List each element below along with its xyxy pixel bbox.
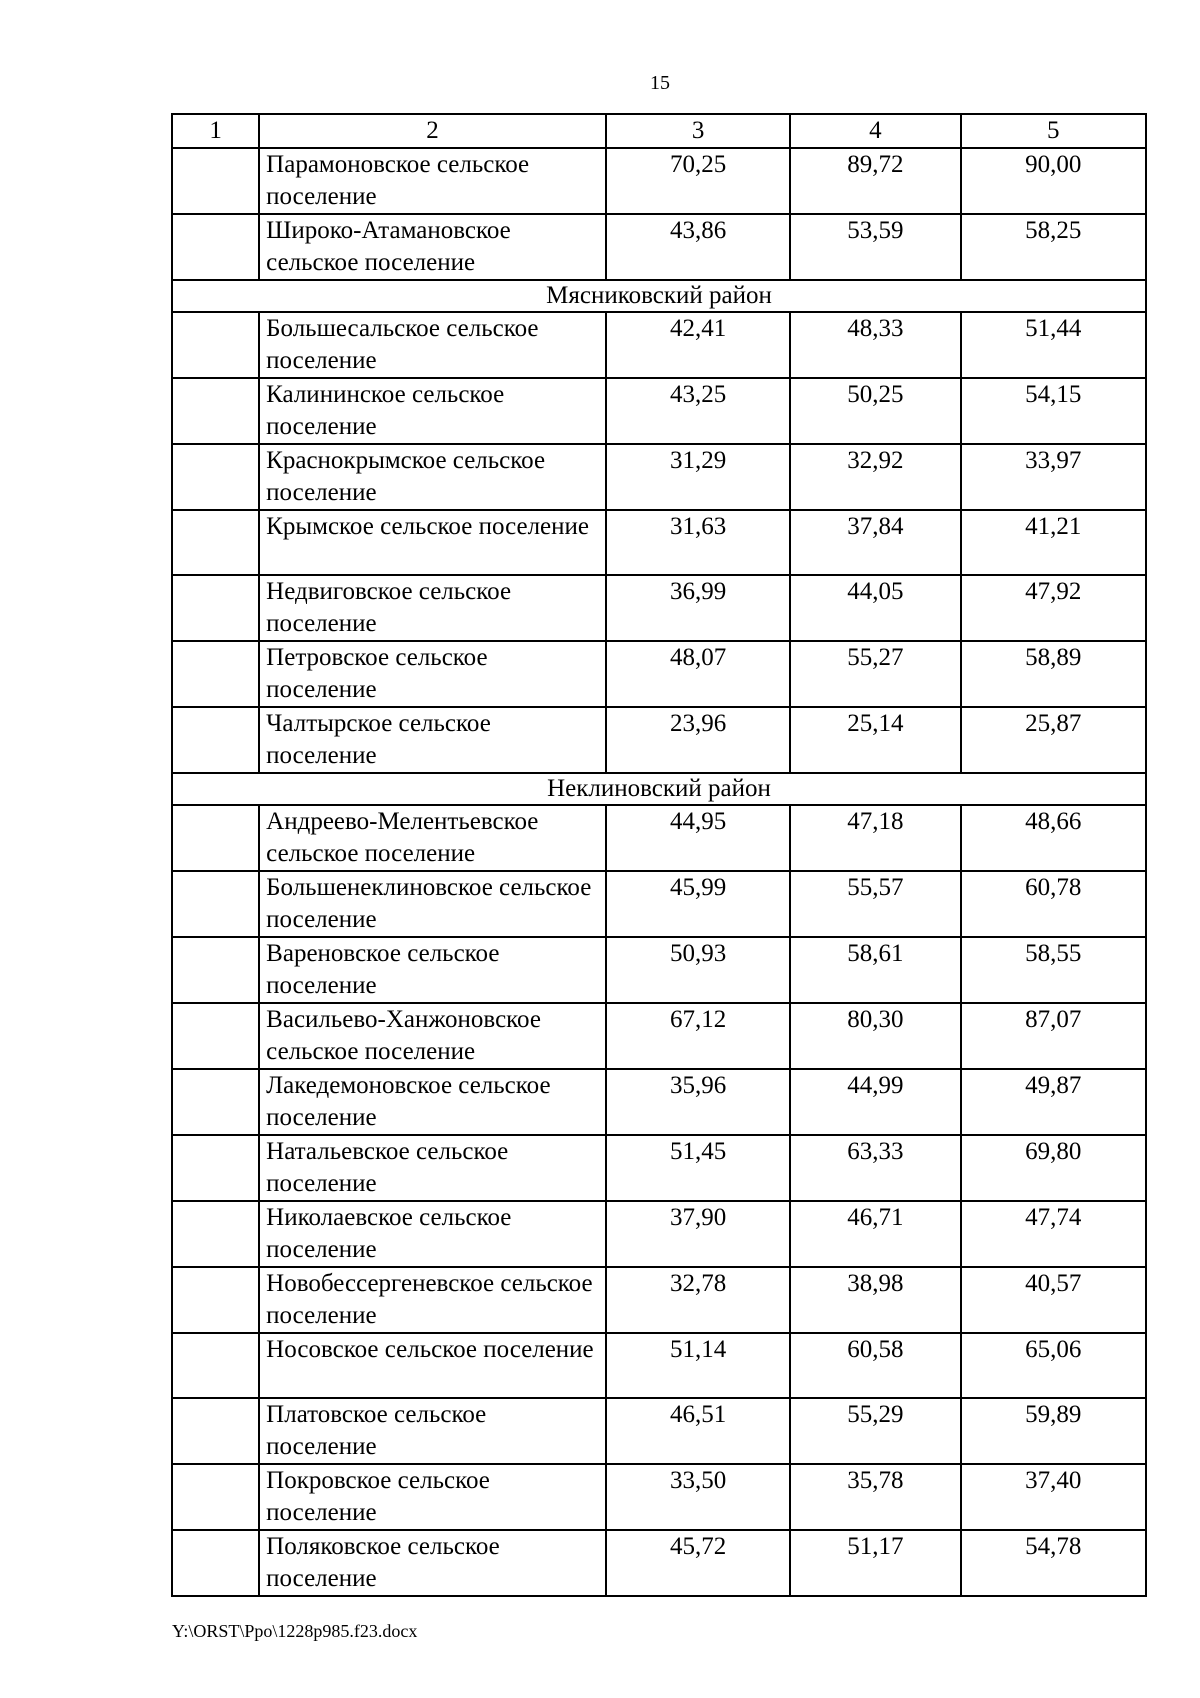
value-col-4-cell: 50,25 [790,378,960,444]
table-row [172,312,1146,378]
table-row [172,1003,1146,1069]
value-col-5-cell: 90,00 [961,148,1146,214]
settlement-name-cell: Недвиговское сельское поселение [259,575,606,641]
table-row [172,148,1146,214]
value-col-4-cell: 38,98 [790,1267,960,1333]
value-col-3-cell: 67,12 [606,1003,790,1069]
value-col-4-cell: 48,33 [790,312,960,378]
value-col-3-cell: 37,90 [606,1201,790,1267]
table-row [172,378,1146,444]
settlement-name-cell: Васильево-Ханжоновское сельское поселение [259,1003,606,1069]
settlement-name-cell: Носовское сельское поселение [259,1333,606,1398]
value-col-4-cell: 80,30 [790,1003,960,1069]
value-col-5-cell: 60,78 [961,871,1146,937]
row-number-cell [172,1267,259,1333]
row-number-cell [172,575,259,641]
value-col-5-cell: 49,87 [961,1069,1146,1135]
settlement-name-cell: Лакедемоновское сельское поселение [259,1069,606,1135]
value-col-4-cell: 47,18 [790,805,960,871]
district-group-row [172,773,1146,805]
column-header-2: 2 [259,114,606,148]
value-col-3-cell: 50,93 [606,937,790,1003]
value-col-3-cell: 32,78 [606,1267,790,1333]
value-col-4-cell: 63,33 [790,1135,960,1201]
column-header-1: 1 [172,114,259,148]
value-col-4-cell: 55,29 [790,1398,960,1464]
row-number-cell [172,1201,259,1267]
settlement-name-cell: Калининское сельское поселение [259,378,606,444]
table-row [172,444,1146,510]
value-col-5-cell: 54,78 [961,1530,1146,1596]
row-number-cell [172,1464,259,1530]
settlement-name-cell: Большесальское сельское поселение [259,312,606,378]
value-col-3-cell: 43,86 [606,214,790,280]
value-col-3-cell: 70,25 [606,148,790,214]
value-col-5-cell: 59,89 [961,1398,1146,1464]
settlement-name-cell: Краснокрымское сельское поселение [259,444,606,510]
value-col-4-cell: 35,78 [790,1464,960,1530]
value-col-3-cell: 51,45 [606,1135,790,1201]
value-col-4-cell: 25,14 [790,707,960,773]
table-row [172,1135,1146,1201]
value-col-3-cell: 43,25 [606,378,790,444]
value-col-5-cell: 58,89 [961,641,1146,707]
table-row [172,214,1146,280]
settlement-name-cell: Большенеклиновское сельское поселение [259,871,606,937]
value-col-4-cell: 46,71 [790,1201,960,1267]
settlement-name-cell: Платовское сельское поселение [259,1398,606,1464]
table-row [172,1267,1146,1333]
value-col-5-cell: 25,87 [961,707,1146,773]
settlement-name-cell: Крымское сельское поселение [259,510,606,575]
value-col-3-cell: 42,41 [606,312,790,378]
value-col-4-cell: 55,57 [790,871,960,937]
value-col-3-cell: 33,50 [606,1464,790,1530]
value-col-3-cell: 51,14 [606,1333,790,1398]
value-col-5-cell: 33,97 [961,444,1146,510]
value-col-3-cell: 48,07 [606,641,790,707]
row-number-cell [172,1003,259,1069]
value-col-3-cell: 23,96 [606,707,790,773]
value-col-3-cell: 35,96 [606,1069,790,1135]
row-number-cell [172,871,259,937]
value-col-5-cell: 48,66 [961,805,1146,871]
value-col-5-cell: 54,15 [961,378,1146,444]
value-col-3-cell: 31,63 [606,510,790,575]
table-row [172,1069,1146,1135]
value-col-5-cell: 87,07 [961,1003,1146,1069]
table-row [172,805,1146,871]
value-col-4-cell: 60,58 [790,1333,960,1398]
row-number-cell [172,1530,259,1596]
row-number-cell [172,312,259,378]
value-col-3-cell: 45,99 [606,871,790,937]
table-row [172,937,1146,1003]
value-col-3-cell: 46,51 [606,1398,790,1464]
column-header-5: 5 [961,114,1146,148]
value-col-5-cell: 40,57 [961,1267,1146,1333]
settlement-name-cell: Парамоновское сельское поселение [259,148,606,214]
column-header-4: 4 [790,114,960,148]
row-number-cell [172,1398,259,1464]
settlement-name-cell: Широко-Атамановское сельское поселение [259,214,606,280]
value-col-3-cell: 45,72 [606,1530,790,1596]
value-col-3-cell: 31,29 [606,444,790,510]
value-col-4-cell: 55,27 [790,641,960,707]
value-col-4-cell: 58,61 [790,937,960,1003]
settlement-name-cell: Андреево-Мелентьевское сельское поселение [259,805,606,871]
value-col-4-cell: 89,72 [790,148,960,214]
value-col-3-cell: 36,99 [606,575,790,641]
settlement-name-cell: Новобессергеневское сельское поселение [259,1267,606,1333]
district-group-row [172,280,1146,312]
row-number-cell [172,805,259,871]
value-col-5-cell: 58,25 [961,214,1146,280]
value-col-5-cell: 51,44 [961,312,1146,378]
row-number-cell [172,510,259,575]
value-col-5-cell: 47,74 [961,1201,1146,1267]
value-col-4-cell: 51,17 [790,1530,960,1596]
value-col-3-cell: 44,95 [606,805,790,871]
row-number-cell [172,214,259,280]
table-row [172,1464,1146,1530]
table-row [172,1530,1146,1596]
value-col-4-cell: 44,99 [790,1069,960,1135]
table-row [172,871,1146,937]
row-number-cell [172,148,259,214]
value-col-5-cell: 69,80 [961,1135,1146,1201]
settlement-name-cell: Поляковское сельское поселение [259,1530,606,1596]
table-header-row [172,114,1146,148]
page-number: 15 [650,72,670,94]
value-col-5-cell: 41,21 [961,510,1146,575]
row-number-cell [172,1135,259,1201]
table-row [172,575,1146,641]
settlement-name-cell: Вареновское сельское поселение [259,937,606,1003]
value-col-5-cell: 65,06 [961,1333,1146,1398]
settlement-name-cell: Покровское сельское поселение [259,1464,606,1530]
settlement-name-cell: Николаевское сельское поселение [259,1201,606,1267]
value-col-5-cell: 58,55 [961,937,1146,1003]
row-number-cell [172,707,259,773]
row-number-cell [172,1069,259,1135]
row-number-cell [172,444,259,510]
data-table [171,113,1147,1597]
settlement-name-cell: Натальевское сельское поселение [259,1135,606,1201]
column-header-3: 3 [606,114,790,148]
value-col-4-cell: 44,05 [790,575,960,641]
value-col-5-cell: 47,92 [961,575,1146,641]
table-row [172,1398,1146,1464]
row-number-cell [172,641,259,707]
table-row [172,1333,1146,1398]
footer-file-path: Y:\ORST\Ppo\1228p985.f23.docx [172,1621,418,1641]
value-col-4-cell: 37,84 [790,510,960,575]
settlement-name-cell: Петровское сельское поселение [259,641,606,707]
value-col-4-cell: 53,59 [790,214,960,280]
table-row [172,707,1146,773]
row-number-cell [172,378,259,444]
table-row [172,510,1146,575]
row-number-cell [172,1333,259,1398]
row-number-cell [172,937,259,1003]
table-body [172,114,1146,1596]
settlement-name-cell: Чалтырское сельское поселение [259,707,606,773]
value-col-5-cell: 37,40 [961,1464,1146,1530]
table-row [172,641,1146,707]
district-name: Мясниковский район [172,280,1146,312]
value-col-4-cell: 32,92 [790,444,960,510]
district-name: Неклиновский район [172,773,1146,805]
table-row [172,1201,1146,1267]
